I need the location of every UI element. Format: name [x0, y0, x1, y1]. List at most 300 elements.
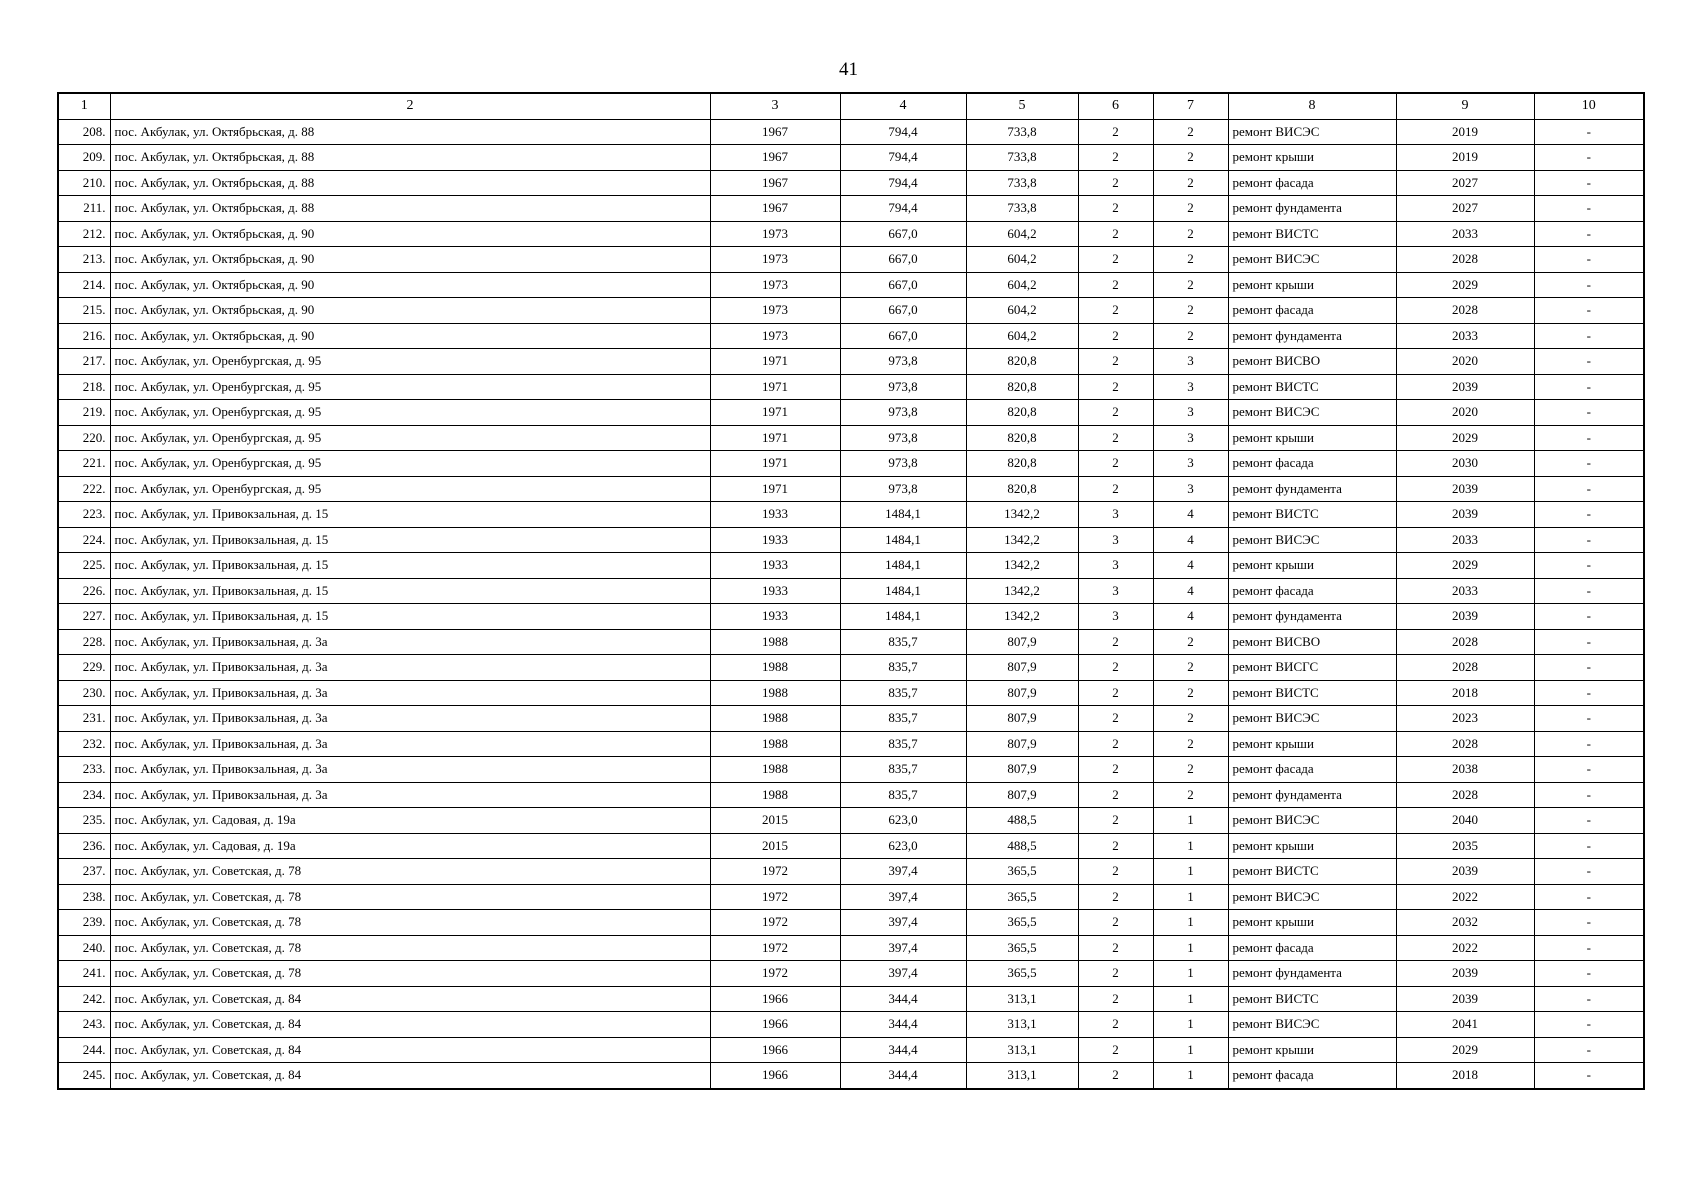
cell-repair-type: ремонт ВИСВО — [1228, 349, 1396, 375]
cell-living-area: 313,1 — [966, 1063, 1078, 1089]
cell-total-area: 973,8 — [840, 451, 966, 477]
table-row — [58, 272, 1644, 298]
cell-address: пос. Акбулак, ул. Садовая, д. 19а — [110, 808, 710, 834]
cell-row-number: 211. — [58, 196, 110, 222]
cell-living-area: 807,9 — [966, 731, 1078, 757]
cell-planned-year: 2028 — [1396, 655, 1534, 681]
cell-address: пос. Акбулак, ул. Садовая, д. 19а — [110, 833, 710, 859]
cell-address: пос. Акбулак, ул. Привокзальная, д. 15 — [110, 578, 710, 604]
cell-note: - — [1534, 1063, 1644, 1089]
cell-floors: 2 — [1078, 247, 1153, 273]
cell-entrances: 2 — [1153, 170, 1228, 196]
cell-total-area: 835,7 — [840, 731, 966, 757]
cell-total-area: 667,0 — [840, 298, 966, 324]
cell-year-built: 1933 — [710, 578, 840, 604]
table-row — [58, 706, 1644, 732]
cell-floors: 2 — [1078, 986, 1153, 1012]
cell-row-number: 212. — [58, 221, 110, 247]
cell-year-built: 1971 — [710, 476, 840, 502]
cell-note: - — [1534, 196, 1644, 222]
table-row — [58, 833, 1644, 859]
table-row — [58, 349, 1644, 375]
cell-living-area: 365,5 — [966, 935, 1078, 961]
cell-planned-year: 2039 — [1396, 502, 1534, 528]
cell-planned-year: 2028 — [1396, 731, 1534, 757]
column-header: 10 — [1534, 93, 1644, 119]
cell-entrances: 1 — [1153, 935, 1228, 961]
cell-planned-year: 2039 — [1396, 374, 1534, 400]
cell-year-built: 1971 — [710, 374, 840, 400]
cell-row-number: 225. — [58, 553, 110, 579]
cell-living-area: 313,1 — [966, 1037, 1078, 1063]
cell-repair-type: ремонт фундамента — [1228, 323, 1396, 349]
housing-repair-table — [57, 92, 1645, 1090]
cell-repair-type: ремонт фасада — [1228, 1063, 1396, 1089]
cell-address: пос. Акбулак, ул. Октябрьская, д. 90 — [110, 221, 710, 247]
cell-total-area: 667,0 — [840, 221, 966, 247]
cell-year-built: 1988 — [710, 680, 840, 706]
cell-entrances: 3 — [1153, 425, 1228, 451]
cell-planned-year: 2028 — [1396, 629, 1534, 655]
cell-total-area: 397,4 — [840, 910, 966, 936]
cell-floors: 2 — [1078, 706, 1153, 732]
cell-entrances: 1 — [1153, 833, 1228, 859]
cell-repair-type: ремонт ВИСТС — [1228, 221, 1396, 247]
cell-address: пос. Акбулак, ул. Советская, д. 78 — [110, 935, 710, 961]
cell-entrances: 2 — [1153, 731, 1228, 757]
cell-address: пос. Акбулак, ул. Привокзальная, д. 3а — [110, 782, 710, 808]
cell-total-area: 667,0 — [840, 323, 966, 349]
table-row — [58, 425, 1644, 451]
cell-planned-year: 2030 — [1396, 451, 1534, 477]
cell-living-area: 604,2 — [966, 247, 1078, 273]
cell-row-number: 220. — [58, 425, 110, 451]
cell-repair-type: ремонт крыши — [1228, 731, 1396, 757]
cell-entrances: 3 — [1153, 374, 1228, 400]
cell-address: пос. Акбулак, ул. Октябрьская, д. 88 — [110, 145, 710, 171]
cell-address: пос. Акбулак, ул. Оренбургская, д. 95 — [110, 349, 710, 375]
cell-repair-type: ремонт фасада — [1228, 935, 1396, 961]
cell-living-area: 1342,2 — [966, 502, 1078, 528]
cell-planned-year: 2018 — [1396, 1063, 1534, 1089]
cell-year-built: 1966 — [710, 986, 840, 1012]
cell-note: - — [1534, 476, 1644, 502]
cell-planned-year: 2020 — [1396, 400, 1534, 426]
cell-address: пос. Акбулак, ул. Советская, д. 84 — [110, 986, 710, 1012]
table-row — [58, 374, 1644, 400]
cell-total-area: 397,4 — [840, 884, 966, 910]
cell-floors: 2 — [1078, 170, 1153, 196]
cell-entrances: 4 — [1153, 527, 1228, 553]
cell-address: пос. Акбулак, ул. Оренбургская, д. 95 — [110, 400, 710, 426]
cell-row-number: 244. — [58, 1037, 110, 1063]
cell-repair-type: ремонт фундамента — [1228, 782, 1396, 808]
cell-entrances: 1 — [1153, 1037, 1228, 1063]
cell-planned-year: 2028 — [1396, 782, 1534, 808]
cell-entrances: 1 — [1153, 808, 1228, 834]
cell-living-area: 733,8 — [966, 170, 1078, 196]
cell-planned-year: 2023 — [1396, 706, 1534, 732]
cell-living-area: 820,8 — [966, 400, 1078, 426]
cell-repair-type: ремонт ВИСЭС — [1228, 400, 1396, 426]
cell-note: - — [1534, 604, 1644, 630]
cell-year-built: 1988 — [710, 757, 840, 783]
cell-total-area: 973,8 — [840, 400, 966, 426]
cell-note: - — [1534, 706, 1644, 732]
cell-entrances: 3 — [1153, 476, 1228, 502]
cell-address: пос. Акбулак, ул. Советская, д. 78 — [110, 884, 710, 910]
cell-row-number: 243. — [58, 1012, 110, 1038]
cell-living-area: 820,8 — [966, 451, 1078, 477]
cell-floors: 3 — [1078, 553, 1153, 579]
cell-living-area: 1342,2 — [966, 527, 1078, 553]
cell-address: пос. Акбулак, ул. Привокзальная, д. 15 — [110, 604, 710, 630]
cell-total-area: 344,4 — [840, 986, 966, 1012]
cell-note: - — [1534, 629, 1644, 655]
cell-row-number: 224. — [58, 527, 110, 553]
cell-address: пос. Акбулак, ул. Привокзальная, д. 15 — [110, 553, 710, 579]
cell-planned-year: 2029 — [1396, 1037, 1534, 1063]
cell-row-number: 213. — [58, 247, 110, 273]
cell-address: пос. Акбулак, ул. Октябрьская, д. 90 — [110, 272, 710, 298]
cell-total-area: 794,4 — [840, 170, 966, 196]
cell-note: - — [1534, 578, 1644, 604]
cell-row-number: 217. — [58, 349, 110, 375]
cell-entrances: 3 — [1153, 400, 1228, 426]
table-row — [58, 119, 1644, 145]
table-row — [58, 935, 1644, 961]
cell-entrances: 2 — [1153, 680, 1228, 706]
cell-year-built: 1966 — [710, 1012, 840, 1038]
cell-repair-type: ремонт ВИСТС — [1228, 374, 1396, 400]
cell-year-built: 1973 — [710, 272, 840, 298]
cell-year-built: 1933 — [710, 502, 840, 528]
cell-year-built: 1971 — [710, 349, 840, 375]
table-row — [58, 451, 1644, 477]
cell-planned-year: 2019 — [1396, 145, 1534, 171]
cell-living-area: 807,9 — [966, 655, 1078, 681]
cell-planned-year: 2018 — [1396, 680, 1534, 706]
cell-address: пос. Акбулак, ул. Привокзальная, д. 3а — [110, 680, 710, 706]
cell-repair-type: ремонт фундамента — [1228, 476, 1396, 502]
cell-year-built: 1967 — [710, 170, 840, 196]
cell-planned-year: 2020 — [1396, 349, 1534, 375]
cell-repair-type: ремонт крыши — [1228, 1037, 1396, 1063]
cell-floors: 2 — [1078, 808, 1153, 834]
cell-living-area: 820,8 — [966, 425, 1078, 451]
cell-address: пос. Акбулак, ул. Оренбургская, д. 95 — [110, 425, 710, 451]
cell-repair-type: ремонт ВИСТС — [1228, 859, 1396, 885]
cell-repair-type: ремонт ВИСЭС — [1228, 706, 1396, 732]
cell-total-area: 397,4 — [840, 935, 966, 961]
cell-floors: 2 — [1078, 757, 1153, 783]
cell-floors: 3 — [1078, 604, 1153, 630]
cell-floors: 2 — [1078, 298, 1153, 324]
cell-floors: 2 — [1078, 629, 1153, 655]
cell-row-number: 222. — [58, 476, 110, 502]
cell-total-area: 794,4 — [840, 196, 966, 222]
cell-address: пос. Акбулак, ул. Привокзальная, д. 15 — [110, 527, 710, 553]
cell-living-area: 820,8 — [966, 476, 1078, 502]
cell-repair-type: ремонт фасада — [1228, 170, 1396, 196]
cell-year-built: 1972 — [710, 884, 840, 910]
cell-row-number: 245. — [58, 1063, 110, 1089]
cell-address: пос. Акбулак, ул. Привокзальная, д. 3а — [110, 731, 710, 757]
cell-planned-year: 2039 — [1396, 476, 1534, 502]
cell-entrances: 2 — [1153, 706, 1228, 732]
cell-planned-year: 2039 — [1396, 859, 1534, 885]
cell-total-area: 623,0 — [840, 808, 966, 834]
cell-planned-year: 2028 — [1396, 298, 1534, 324]
table-row — [58, 196, 1644, 222]
cell-row-number: 228. — [58, 629, 110, 655]
cell-planned-year: 2019 — [1396, 119, 1534, 145]
cell-year-built: 1972 — [710, 859, 840, 885]
cell-address: пос. Акбулак, ул. Привокзальная, д. 3а — [110, 629, 710, 655]
cell-floors: 2 — [1078, 655, 1153, 681]
cell-entrances: 4 — [1153, 578, 1228, 604]
cell-planned-year: 2039 — [1396, 986, 1534, 1012]
cell-year-built: 1971 — [710, 425, 840, 451]
cell-note: - — [1534, 757, 1644, 783]
cell-year-built: 1933 — [710, 553, 840, 579]
table-row — [58, 527, 1644, 553]
cell-entrances: 2 — [1153, 323, 1228, 349]
page-number: 41 — [839, 59, 858, 80]
cell-total-area: 397,4 — [840, 859, 966, 885]
cell-floors: 2 — [1078, 451, 1153, 477]
cell-note: - — [1534, 298, 1644, 324]
cell-living-area: 365,5 — [966, 859, 1078, 885]
cell-total-area: 973,8 — [840, 476, 966, 502]
cell-repair-type: ремонт ВИСЭС — [1228, 884, 1396, 910]
cell-address: пос. Акбулак, ул. Привокзальная, д. 3а — [110, 655, 710, 681]
cell-floors: 2 — [1078, 119, 1153, 145]
cell-floors: 2 — [1078, 349, 1153, 375]
cell-planned-year: 2033 — [1396, 578, 1534, 604]
cell-total-area: 794,4 — [840, 119, 966, 145]
column-header: 1 — [58, 93, 110, 119]
cell-repair-type: ремонт фундамента — [1228, 196, 1396, 222]
column-header: 9 — [1396, 93, 1534, 119]
cell-address: пос. Акбулак, ул. Привокзальная, д. 15 — [110, 502, 710, 528]
cell-row-number: 214. — [58, 272, 110, 298]
cell-note: - — [1534, 323, 1644, 349]
cell-row-number: 232. — [58, 731, 110, 757]
cell-total-area: 973,8 — [840, 374, 966, 400]
cell-living-area: 604,2 — [966, 221, 1078, 247]
cell-living-area: 733,8 — [966, 119, 1078, 145]
cell-floors: 3 — [1078, 527, 1153, 553]
cell-total-area: 1484,1 — [840, 502, 966, 528]
cell-note: - — [1534, 1037, 1644, 1063]
cell-total-area: 1484,1 — [840, 553, 966, 579]
column-header: 2 — [110, 93, 710, 119]
cell-planned-year: 2039 — [1396, 604, 1534, 630]
cell-row-number: 218. — [58, 374, 110, 400]
cell-planned-year: 2035 — [1396, 833, 1534, 859]
cell-year-built: 1988 — [710, 706, 840, 732]
table-row — [58, 1037, 1644, 1063]
cell-row-number: 236. — [58, 833, 110, 859]
cell-note: - — [1534, 1012, 1644, 1038]
cell-address: пос. Акбулак, ул. Советская, д. 84 — [110, 1037, 710, 1063]
cell-total-area: 344,4 — [840, 1037, 966, 1063]
cell-repair-type: ремонт ВИСЭС — [1228, 247, 1396, 273]
cell-total-area: 835,7 — [840, 782, 966, 808]
table-row — [58, 145, 1644, 171]
cell-total-area: 835,7 — [840, 706, 966, 732]
cell-total-area: 344,4 — [840, 1012, 966, 1038]
cell-note: - — [1534, 145, 1644, 171]
table-row — [58, 655, 1644, 681]
cell-floors: 2 — [1078, 374, 1153, 400]
cell-row-number: 216. — [58, 323, 110, 349]
cell-year-built: 1972 — [710, 935, 840, 961]
cell-planned-year: 2022 — [1396, 884, 1534, 910]
cell-total-area: 835,7 — [840, 629, 966, 655]
cell-note: - — [1534, 910, 1644, 936]
cell-floors: 3 — [1078, 502, 1153, 528]
table-header-row — [58, 93, 1644, 119]
cell-note: - — [1534, 451, 1644, 477]
cell-planned-year: 2027 — [1396, 196, 1534, 222]
cell-year-built: 1988 — [710, 629, 840, 655]
cell-floors: 2 — [1078, 782, 1153, 808]
cell-total-area: 667,0 — [840, 247, 966, 273]
cell-row-number: 209. — [58, 145, 110, 171]
cell-repair-type: ремонт крыши — [1228, 425, 1396, 451]
cell-row-number: 235. — [58, 808, 110, 834]
table-row — [58, 578, 1644, 604]
cell-row-number: 233. — [58, 757, 110, 783]
cell-living-area: 1342,2 — [966, 553, 1078, 579]
cell-note: - — [1534, 221, 1644, 247]
cell-note: - — [1534, 986, 1644, 1012]
column-header: 3 — [710, 93, 840, 119]
cell-year-built: 2015 — [710, 833, 840, 859]
cell-repair-type: ремонт крыши — [1228, 833, 1396, 859]
cell-floors: 2 — [1078, 323, 1153, 349]
cell-note: - — [1534, 833, 1644, 859]
cell-address: пос. Акбулак, ул. Октябрьская, д. 90 — [110, 298, 710, 324]
cell-entrances: 4 — [1153, 502, 1228, 528]
cell-address: пос. Акбулак, ул. Октябрьская, д. 90 — [110, 323, 710, 349]
cell-repair-type: ремонт крыши — [1228, 910, 1396, 936]
cell-repair-type: ремонт фасада — [1228, 451, 1396, 477]
cell-entrances: 2 — [1153, 655, 1228, 681]
cell-floors: 2 — [1078, 680, 1153, 706]
cell-floors: 2 — [1078, 1037, 1153, 1063]
cell-planned-year: 2033 — [1396, 527, 1534, 553]
table-row — [58, 553, 1644, 579]
cell-entrances: 2 — [1153, 629, 1228, 655]
cell-row-number: 238. — [58, 884, 110, 910]
cell-repair-type: ремонт ВИСТС — [1228, 986, 1396, 1012]
cell-living-area: 313,1 — [966, 1012, 1078, 1038]
cell-entrances: 2 — [1153, 221, 1228, 247]
cell-entrances: 3 — [1153, 349, 1228, 375]
cell-entrances: 2 — [1153, 272, 1228, 298]
cell-total-area: 1484,1 — [840, 578, 966, 604]
cell-planned-year: 2032 — [1396, 910, 1534, 936]
table-row — [58, 476, 1644, 502]
cell-living-area: 604,2 — [966, 298, 1078, 324]
cell-note: - — [1534, 655, 1644, 681]
cell-total-area: 973,8 — [840, 349, 966, 375]
cell-floors: 2 — [1078, 961, 1153, 987]
cell-year-built: 1966 — [710, 1063, 840, 1089]
cell-planned-year: 2033 — [1396, 323, 1534, 349]
cell-repair-type: ремонт фасада — [1228, 757, 1396, 783]
cell-address: пос. Акбулак, ул. Оренбургская, д. 95 — [110, 374, 710, 400]
cell-address: пос. Акбулак, ул. Советская, д. 78 — [110, 961, 710, 987]
cell-floors: 2 — [1078, 221, 1153, 247]
table-row — [58, 808, 1644, 834]
cell-year-built: 1967 — [710, 119, 840, 145]
cell-floors: 2 — [1078, 425, 1153, 451]
cell-entrances: 2 — [1153, 298, 1228, 324]
cell-repair-type: ремонт крыши — [1228, 145, 1396, 171]
table-row — [58, 323, 1644, 349]
cell-living-area: 733,8 — [966, 145, 1078, 171]
cell-year-built: 1973 — [710, 221, 840, 247]
cell-planned-year: 2022 — [1396, 935, 1534, 961]
cell-total-area: 794,4 — [840, 145, 966, 171]
cell-row-number: 215. — [58, 298, 110, 324]
cell-living-area: 1342,2 — [966, 604, 1078, 630]
table-row — [58, 221, 1644, 247]
table-row — [58, 859, 1644, 885]
cell-planned-year: 2038 — [1396, 757, 1534, 783]
cell-total-area: 623,0 — [840, 833, 966, 859]
table-row — [58, 731, 1644, 757]
cell-row-number: 210. — [58, 170, 110, 196]
cell-living-area: 365,5 — [966, 910, 1078, 936]
cell-row-number: 239. — [58, 910, 110, 936]
cell-year-built: 1933 — [710, 604, 840, 630]
cell-note: - — [1534, 374, 1644, 400]
cell-year-built: 1967 — [710, 196, 840, 222]
cell-year-built: 1973 — [710, 247, 840, 273]
cell-planned-year: 2039 — [1396, 961, 1534, 987]
table-row — [58, 782, 1644, 808]
cell-year-built: 1973 — [710, 323, 840, 349]
cell-entrances: 1 — [1153, 859, 1228, 885]
cell-note: - — [1534, 553, 1644, 579]
column-header: 8 — [1228, 93, 1396, 119]
cell-repair-type: ремонт крыши — [1228, 553, 1396, 579]
cell-total-area: 667,0 — [840, 272, 966, 298]
cell-entrances: 4 — [1153, 604, 1228, 630]
cell-row-number: 223. — [58, 502, 110, 528]
cell-address: пос. Акбулак, ул. Советская, д. 78 — [110, 910, 710, 936]
cell-row-number: 226. — [58, 578, 110, 604]
cell-planned-year: 2029 — [1396, 553, 1534, 579]
cell-living-area: 313,1 — [966, 986, 1078, 1012]
cell-living-area: 365,5 — [966, 884, 1078, 910]
cell-year-built: 1988 — [710, 782, 840, 808]
cell-total-area: 835,7 — [840, 655, 966, 681]
table-row — [58, 400, 1644, 426]
cell-living-area: 807,9 — [966, 757, 1078, 783]
cell-row-number: 242. — [58, 986, 110, 1012]
cell-entrances: 2 — [1153, 145, 1228, 171]
cell-total-area: 973,8 — [840, 425, 966, 451]
cell-repair-type: ремонт ВИСЭС — [1228, 527, 1396, 553]
cell-floors: 2 — [1078, 731, 1153, 757]
cell-entrances: 1 — [1153, 884, 1228, 910]
